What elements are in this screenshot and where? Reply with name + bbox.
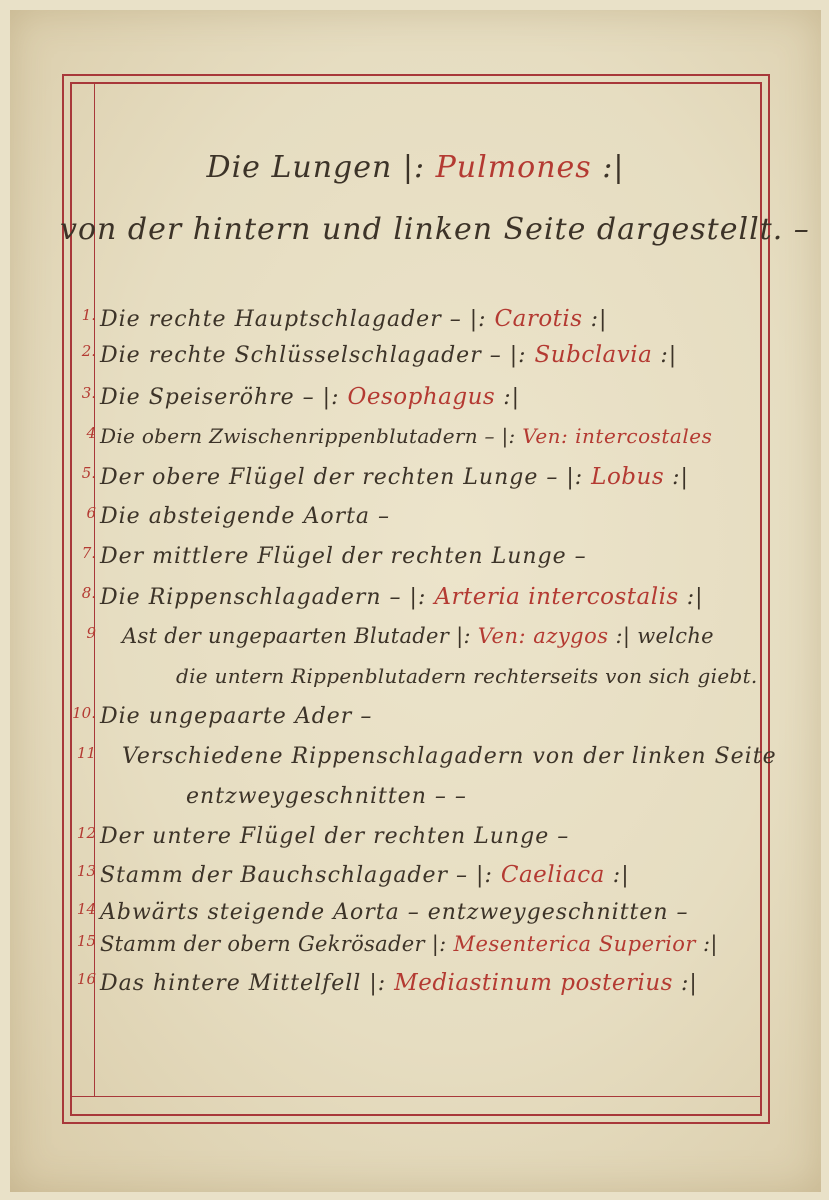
latin-term: Lobus	[591, 464, 665, 490]
item-number: 13	[76, 862, 96, 880]
item-text: Stamm der Bauchschlagader – |: Caeliaca :|	[100, 862, 630, 888]
item-text: Stamm der obern Gekrösader |: Mesenterica Superior :|	[100, 932, 718, 956]
item-text: Der untere Flügel der rechten Lunge –	[100, 824, 570, 849]
item-number: 6	[86, 504, 96, 522]
latin-term: Oesophagus	[347, 384, 496, 410]
title-suffix: :|	[591, 150, 625, 185]
item-text: Abwärts steigende Aorta – entzweygeschnitten –	[100, 900, 689, 925]
page-title	[60, 150, 771, 185]
item-number: 11	[76, 744, 96, 762]
item-text: Der mittlere Flügel der rechten Lunge –	[100, 544, 587, 569]
item-number: 14	[76, 900, 96, 918]
item-number: 16	[76, 970, 96, 988]
item-text: Die rechte Schlüsselschlagader – |: Subclavia :|	[100, 342, 678, 368]
latin-term: Subclavia	[534, 342, 653, 368]
item-number: 15	[76, 932, 96, 950]
latin-term: Ven: intercostales	[522, 424, 713, 448]
title-latin: Pulmones	[435, 150, 592, 185]
item-number: 1.	[81, 306, 96, 324]
item-text: Das hintere Mittelfell |: Mediastinum posterius :|	[100, 970, 698, 996]
border-inner-top	[70, 82, 762, 84]
item-number: 7.	[81, 544, 96, 562]
latin-term: Caeliaca	[500, 862, 605, 888]
border-outer-bottom	[62, 1122, 770, 1124]
page-subtitle: von der hintern und linken Seite dargestellt. –	[60, 212, 810, 247]
border-inner-bottom	[70, 1114, 762, 1116]
item-text: Der obere Flügel der rechten Lunge – |: Lobus :|	[100, 464, 689, 490]
item-number: 12	[76, 824, 96, 842]
item-number: 8.	[81, 584, 96, 602]
latin-term: Ven: azygos	[477, 624, 609, 648]
item-text: Die Rippenschlagadern – |: Arteria intercostalis :|	[100, 584, 704, 610]
item-text: Die obern Zwischenrippenblutadern – |: Ven: intercostales	[100, 424, 713, 448]
item-text-continued: entzweygeschnitten – –	[186, 784, 467, 809]
item-number: 4	[86, 424, 96, 442]
item-text: Die rechte Hauptschlagader – |: Carotis :|	[100, 306, 608, 332]
border-outer-top	[62, 74, 770, 76]
latin-term: Mesenterica Superior	[453, 932, 696, 956]
item-text: Die Speiseröhre – |: Oesophagus :|	[100, 384, 521, 410]
item-text: Die absteigende Aorta –	[100, 504, 391, 529]
item-number: 9	[86, 624, 96, 642]
item-number: 5.	[81, 464, 96, 482]
item-number: 3.	[81, 384, 96, 402]
margin-rule-bottom	[70, 1096, 762, 1097]
item-number: 2.	[81, 342, 96, 360]
latin-term: Carotis	[494, 306, 583, 332]
title-prefix: Die Lungen |:	[206, 150, 436, 185]
item-text: Verschiedene Rippenschlagadern von der linken Seite	[122, 744, 777, 769]
item-text: Ast der ungepaarten Blutader |: Ven: azygos :| welche	[122, 624, 714, 648]
item-text-continued: die untern Rippenblutadern rechterseits von sich giebt.	[176, 664, 758, 688]
latin-term: Mediastinum posterius	[394, 970, 673, 996]
item-number: 10.	[72, 704, 96, 722]
item-text: Die ungepaarte Ader –	[100, 704, 373, 729]
latin-term: Arteria intercostalis	[434, 584, 679, 610]
